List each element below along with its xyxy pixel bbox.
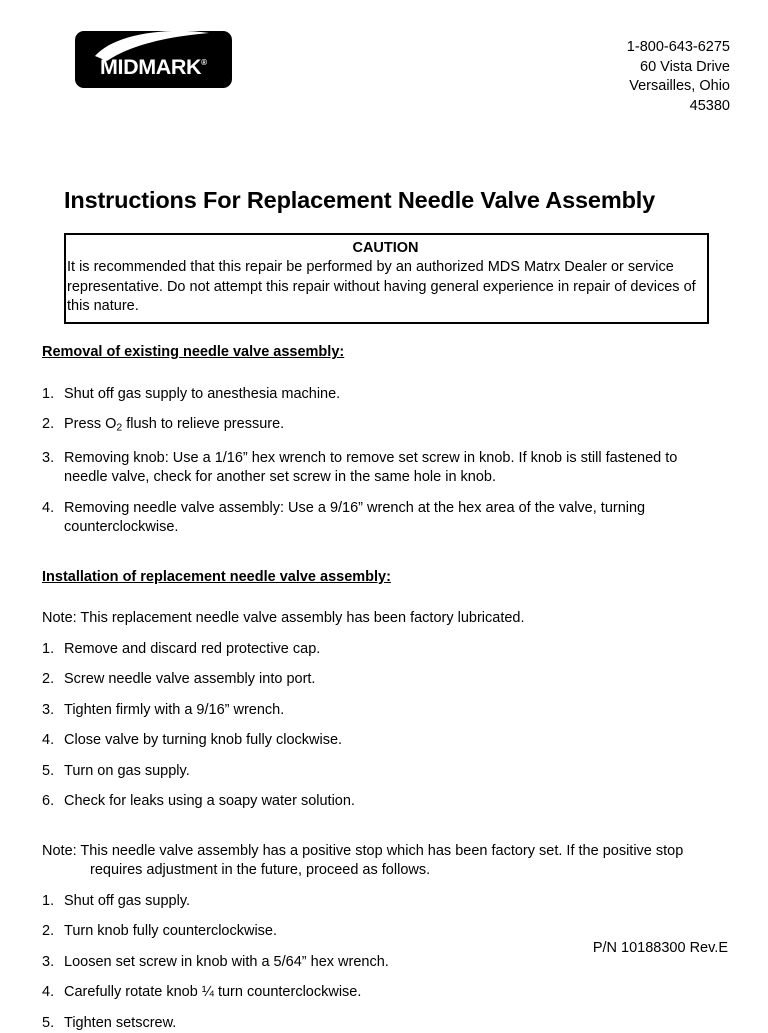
list-item [42, 499, 710, 538]
section-spacer [42, 538, 732, 568]
step-text: Loosen set screw in knob with a 5/64” hex wrench. [64, 953, 389, 970]
address-street: 60 Vista Drive [640, 58, 730, 75]
document-header [0, 0, 768, 130]
step-number: 2. [42, 923, 55, 940]
step-number: 3. [42, 953, 55, 970]
step-text: Carefully rotate knob ¼ turn counterclockwise. [64, 984, 362, 1001]
step-text: Close valve by turning knob fully clockwise. [64, 732, 343, 749]
step-number: 2. [42, 416, 55, 432]
logo-wordmark [75, 57, 232, 79]
step-text: Turn knob fully counterclockwise. [64, 923, 278, 940]
list-item [42, 385, 710, 405]
address-zip: 45380 [689, 97, 730, 114]
step-number: 2. [42, 671, 55, 688]
list-item [42, 415, 710, 438]
page-title: Instructions For Replacement Needle Valve Assembly [64, 186, 656, 213]
logo-wordmark-text: MIDMARK [99, 55, 202, 79]
step-text: Tighten setscrew. [64, 1014, 177, 1031]
step-number: 3. [42, 701, 55, 718]
removal-section-heading-wrap [42, 343, 732, 374]
registered-mark: ® [201, 58, 207, 67]
step-number: 4. [42, 499, 55, 516]
step-text: Remove and discard red protective cap. [64, 640, 321, 657]
step-text: Check for leaks using a soapy water solution. [64, 793, 355, 810]
document-body [42, 343, 732, 1033]
adjustment-steps-list [42, 892, 732, 1033]
installation-steps-list [42, 640, 732, 812]
step-text: Turn on gas supply. [64, 762, 190, 779]
subscript-two: 2 [116, 422, 123, 434]
step-number: 3. [42, 449, 55, 466]
list-item [42, 792, 710, 812]
address-phone: 1-800-643-6275 [626, 39, 730, 55]
step-number: 1. [42, 892, 55, 909]
list-item [42, 640, 710, 660]
list-item [42, 983, 710, 1003]
step-text-continued: flush to relieve pressure. [122, 416, 285, 432]
company-address [627, 38, 730, 116]
step-number: 4. [42, 732, 55, 749]
step-text: Removing knob: Use a 1/16” hex wrench to remove set screw in knob. If knob is still fastened to needle valve, check for another set screw in the same hole in knob. [64, 449, 678, 486]
step-text: Shut off gas supply to anesthesia machine. [64, 385, 341, 402]
installation-note: Note: This replacement needle valve assembly has been factory lubricated. [42, 610, 525, 627]
removal-section-heading: Removal of existing needle valve assembly: [42, 344, 345, 360]
list-item [42, 670, 710, 690]
list-item [42, 762, 710, 782]
list-item [42, 1014, 710, 1033]
installation-section-heading: Installation of replacement needle valve assembly: [42, 568, 391, 585]
step-number: 1. [42, 385, 55, 402]
step-text: Shut off gas supply. [64, 892, 191, 909]
list-item [42, 449, 710, 488]
adjustment-note: Note: This needle valve assembly has a positive stop which has been factory set. If the positive stop requires adjustment in the future, proceed as follows. [42, 842, 684, 879]
caution-box [64, 233, 709, 324]
step-number: 6. [42, 793, 55, 810]
list-item [42, 731, 710, 751]
step-number: 1. [42, 640, 55, 657]
installation-section-heading-wrap [42, 568, 732, 599]
step-number: 5. [42, 1014, 55, 1031]
caution-heading: CAUTION [352, 240, 419, 256]
footer-part-number: P/N 10188300 Rev.E [592, 940, 728, 956]
step-number: 4. [42, 984, 55, 1001]
list-item [42, 892, 710, 912]
step-text: Tighten firmly with a 9/16” wrench. [64, 701, 285, 718]
step-text: Screw needle valve assembly into port. [64, 671, 316, 688]
midmark-logo [75, 31, 232, 88]
step-text: Removing needle valve assembly: Use a 9/16” wrench at the hex area of the valve, turning counterclockwise. [64, 499, 646, 536]
list-item [42, 701, 710, 721]
step-number: 5. [42, 762, 55, 779]
address-city-state: Versailles, Ohio [629, 78, 730, 94]
caution-body-text: It is recommended that this repair be performed by an authorized MDS Matrx Dealer or service representative. Do not attempt this repair without having general experience in repair of devices of this nature. [67, 259, 696, 314]
step-text: Press O [64, 416, 117, 432]
removal-steps-list [42, 385, 732, 538]
section-spacer [42, 812, 732, 842]
